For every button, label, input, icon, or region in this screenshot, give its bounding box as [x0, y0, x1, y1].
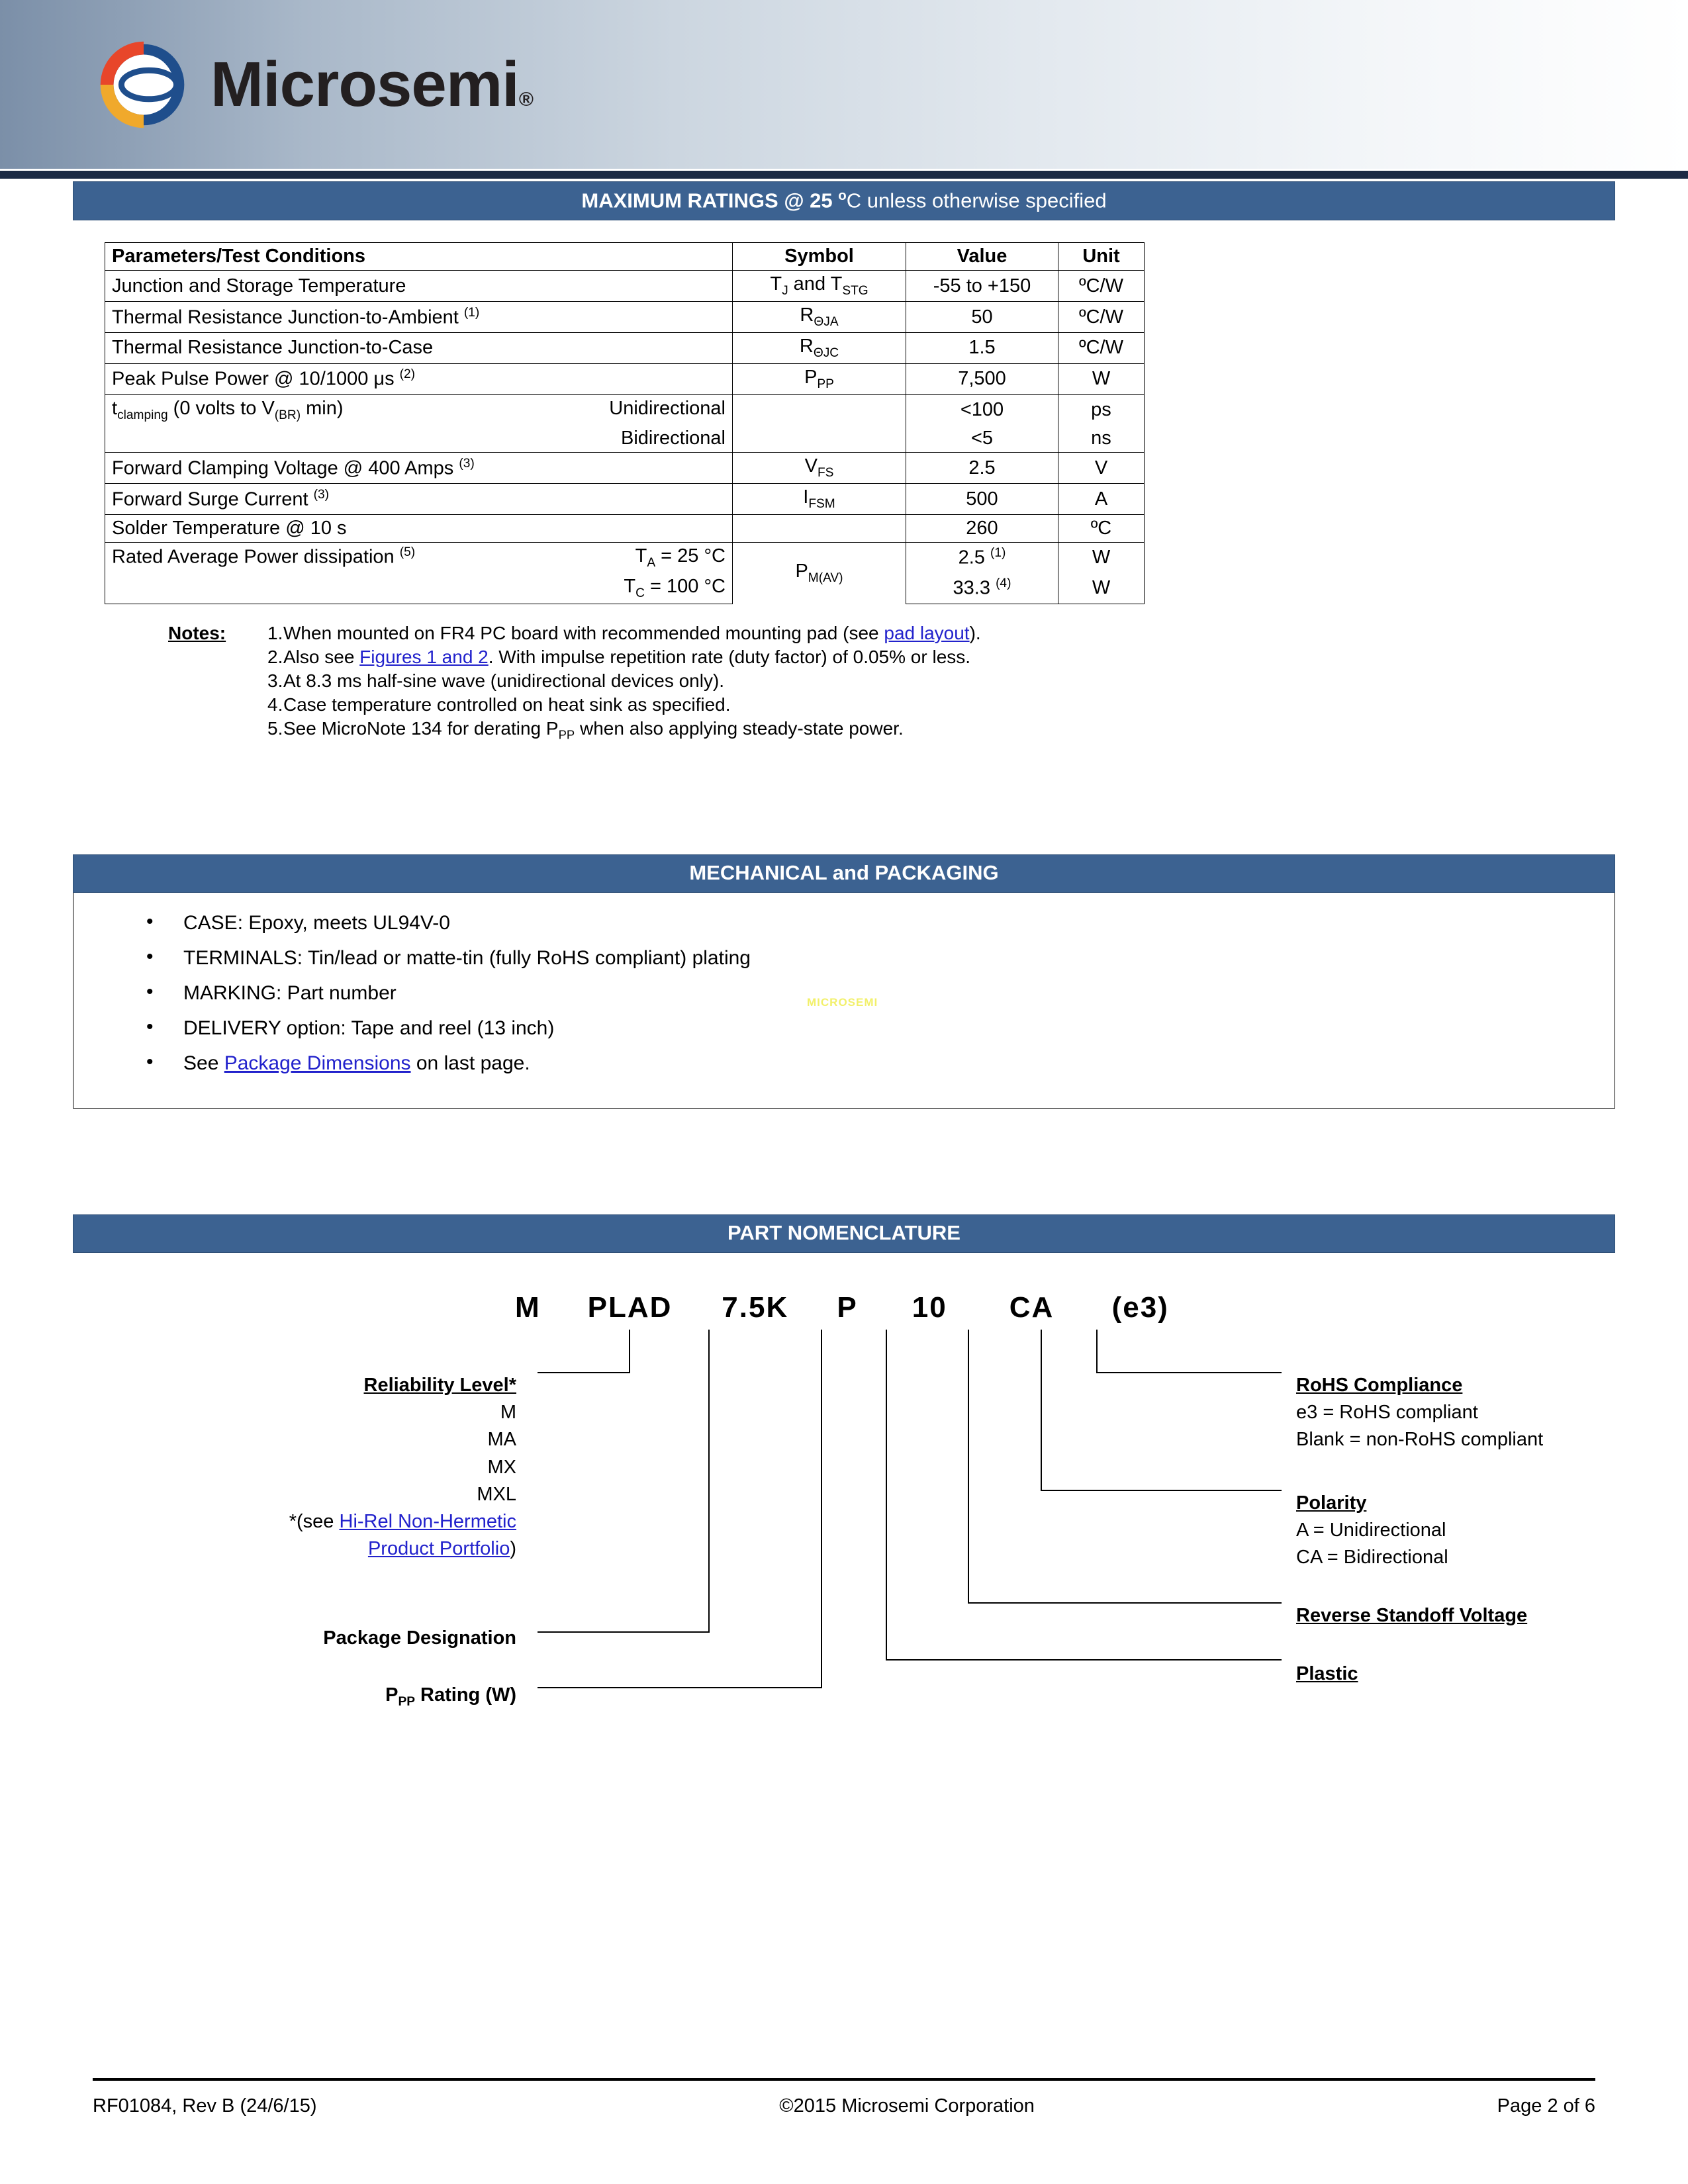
brand-name	[211, 49, 533, 120]
cell-symbol: $I_{FSM}$	[733, 484, 906, 515]
notes-table	[168, 621, 981, 744]
plastic-block	[1296, 1661, 1358, 1688]
cell-value: 1.5	[906, 332, 1058, 363]
polarity-line-1: A = Unidirectional	[1296, 1520, 1446, 1541]
cell-parameter-note: (1)	[463, 305, 480, 320]
cell-unit: W	[1058, 573, 1145, 604]
mechanical-section	[73, 854, 1615, 1109]
note-number: 2.	[267, 646, 283, 667]
cell-symbol: $R_{\Theta JC}$	[733, 332, 906, 363]
see-prefix-text: *(see	[289, 1510, 340, 1532]
cell-parameter	[105, 302, 733, 333]
leader-line-ppp-vert	[821, 1330, 822, 1687]
cell-value: <5	[906, 425, 1058, 453]
part-nomenclature-section	[73, 1214, 1615, 1728]
notes-label-spacer	[168, 717, 242, 744]
note-text: See MicroNote 134 for derating $P_{PP}$ when also applying steady-state power.	[283, 717, 904, 742]
cell-subcondition-b: $T_C = 100$ °C	[105, 573, 733, 604]
note-text-post: ).	[969, 622, 981, 643]
note-text: Case temperature controlled on heat sink as specified.	[283, 694, 731, 715]
footer-copyright: ©2015 Microsemi Corporation	[779, 2095, 1035, 2116]
header-dark-rule	[0, 171, 1688, 179]
notes-label-spacer	[168, 693, 242, 717]
brand-name-text: Microsemi	[211, 49, 519, 120]
ppp-rating-text: $P_{PP}$ Rating (W)	[385, 1684, 516, 1709]
note-item	[168, 669, 981, 693]
table-row	[105, 363, 1145, 394]
leader-line-reliability-vert	[629, 1330, 630, 1372]
note-number: 4.	[267, 694, 283, 715]
cell-unit: ºC/W	[1058, 271, 1145, 302]
cell-symbol: $R_{\Theta JA}$	[733, 302, 906, 333]
leader-line-reliability	[538, 1372, 630, 1373]
cell-parameter-text: Forward Surge Current	[112, 488, 308, 510]
col-header-symbol: Symbol	[733, 243, 906, 271]
table-row	[105, 453, 1145, 484]
cell-symbol: $T_J$ and $T_{STG}$	[733, 271, 906, 302]
maximum-ratings-title-main: MAXIMUM RATINGS @ 25	[581, 189, 839, 212]
page-footer	[0, 2078, 1688, 2117]
cell-subcondition-a: Unidirectional	[609, 397, 726, 419]
reliability-level-block	[172, 1372, 516, 1563]
note-number: 3.	[267, 670, 283, 691]
note-text-pre: When mounted on FR4 PC board with recommended mounting pad (see	[283, 622, 884, 643]
list-item	[146, 945, 1615, 980]
cell-parameter: $t_{clamping}$ (0 volts to $V_{(BR)}$ min) Unidirectional	[105, 394, 733, 425]
cell-value-note: (1)	[990, 546, 1006, 561]
table-row	[105, 573, 1145, 604]
footer-page-number: Page 2 of 6	[1497, 2095, 1595, 2116]
cell-value-text: 2.5	[958, 547, 985, 569]
rohs-compliance-block	[1296, 1372, 1543, 1454]
part-nomenclature-diagram	[73, 1291, 1615, 1728]
cell-value: 2.5	[906, 453, 1058, 484]
cell-unit: ºC/W	[1058, 332, 1145, 363]
cell-unit: ps	[1058, 394, 1145, 425]
leader-line-polarity-vert	[1041, 1330, 1042, 1490]
cell-symbol: $V_{FS}$	[733, 453, 906, 484]
cell-parameter: Thermal Resistance Junction-to-Case	[105, 332, 733, 363]
rohs-compliance-line-2: Blank = non-RoHS compliant	[1296, 1429, 1544, 1451]
cell-unit: ºC/W	[1058, 302, 1145, 333]
cell-value: -55 to +150	[906, 271, 1058, 302]
list-item	[146, 1050, 1615, 1085]
package-designation-text: Package Designation	[323, 1627, 516, 1649]
cell-parameter-note: (3)	[459, 456, 475, 471]
microsemi-logo	[86, 38, 533, 131]
hi-rel-see-line	[172, 1508, 516, 1535]
note-number: 1.	[267, 622, 283, 643]
plastic-heading: Plastic	[1296, 1663, 1358, 1685]
reliability-level-option: M	[500, 1402, 516, 1424]
token-plastic: P	[837, 1291, 858, 1324]
reverse-standoff-heading: Reverse Standoff Voltage	[1296, 1605, 1528, 1627]
table-row	[105, 542, 1145, 572]
footer-row	[93, 2081, 1595, 2117]
table-row	[105, 332, 1145, 363]
cell-unit: ns	[1058, 425, 1145, 453]
table-row	[105, 425, 1145, 453]
note-text: At 8.3 ms half-sine wave (unidirectional devices only).	[283, 670, 725, 691]
token-ppp: 7.5K	[722, 1291, 789, 1324]
leader-line-rohs	[1096, 1372, 1282, 1373]
table-row	[105, 394, 1145, 425]
cell-value: 50	[906, 302, 1058, 333]
cell-parameter-note: (2)	[399, 367, 416, 382]
leader-line-package-vert	[708, 1330, 710, 1631]
list-item-text-pre: See	[183, 1052, 224, 1075]
cell-symbol	[733, 394, 906, 453]
col-header-parameters: Parameters/Test Conditions	[105, 243, 733, 271]
cell-parameter: Peak Pulse Power @ 10/1000 μs $^{(2)}$	[105, 363, 733, 394]
reliability-level-heading: Reliability Level*	[363, 1375, 516, 1396]
maximum-ratings-section-header	[73, 181, 1615, 220]
page-header-band	[0, 0, 1688, 171]
page-body	[0, 181, 1688, 1728]
package-dimensions-link[interactable]: Package Dimensions	[224, 1052, 411, 1075]
package-designation-label	[172, 1627, 516, 1649]
cell-value: <100	[906, 394, 1058, 425]
cell-parameter-text: Rated Average Power dissipation	[112, 546, 395, 568]
list-item-text-post: on last page.	[410, 1052, 530, 1075]
cell-parameter: Junction and Storage Temperature	[105, 271, 733, 302]
note-item	[168, 645, 981, 669]
token-rohs: (e3)	[1111, 1291, 1169, 1324]
note-item	[168, 693, 981, 717]
leader-line-package	[538, 1631, 710, 1633]
cell-value: 260	[906, 514, 1058, 542]
cell-symbol	[733, 514, 906, 542]
leader-line-plastic-vert	[886, 1330, 887, 1659]
cell-unit: ºC	[1058, 514, 1145, 542]
table-row	[105, 271, 1145, 302]
note-item	[168, 621, 981, 645]
watermark-text: MICROSEMI	[807, 996, 878, 1009]
leader-line-standoff	[968, 1602, 1282, 1604]
token-package: PLAD	[587, 1291, 673, 1324]
note-text-pre: Also see	[283, 646, 360, 667]
hi-rel-portfolio-link[interactable]: Hi-Rel Non-Hermetic	[339, 1510, 516, 1532]
token-prefix: M	[514, 1291, 541, 1324]
note-number: 5.	[267, 717, 283, 739]
cell-parameter-note: (3)	[313, 487, 329, 502]
cell-parameter	[105, 484, 733, 515]
cell-unit: W	[1058, 363, 1145, 394]
polarity-line-2: CA = Bidirectional	[1296, 1547, 1448, 1569]
cell-symbol: $P_{PP}$	[733, 363, 906, 394]
leader-line-ppp	[538, 1687, 822, 1688]
mechanical-section-header: MECHANICAL and PACKAGING	[73, 854, 1615, 893]
rohs-compliance-line-1: e3 = RoHS compliant	[1296, 1402, 1478, 1424]
cell-parameter	[105, 542, 733, 572]
leader-line-standoff-vert	[968, 1330, 969, 1602]
part-nomenclature-section-header: PART NOMENCLATURE	[73, 1214, 1615, 1253]
hi-rel-see-line-2	[172, 1535, 516, 1563]
mechanical-box	[73, 893, 1615, 1109]
maximum-ratings-title-rest: C unless otherwise specified	[846, 189, 1107, 212]
table-row	[105, 484, 1145, 515]
footer-doc-id: RF01084, Rev B (24/6/15)	[93, 2095, 317, 2116]
figures-1-and-2-link[interactable]: Figures 1 and 2	[359, 646, 489, 667]
reverse-standoff-block	[1296, 1602, 1527, 1629]
list-item	[146, 1015, 1615, 1050]
notes-block	[168, 621, 1615, 744]
list-item-text: DELIVERY option: Tape and reel (13 inch)	[183, 1017, 555, 1040]
reliability-level-option: MXL	[477, 1483, 516, 1505]
cell-subcondition-a: $T_A = 25$ °C	[635, 545, 726, 570]
cell-value: 500	[906, 484, 1058, 515]
reliability-level-option: MA	[487, 1429, 516, 1451]
notes-label-spacer	[168, 645, 242, 669]
token-polarity: CA	[1009, 1291, 1055, 1324]
note-item	[168, 717, 981, 744]
note-text-post: . With impulse repetition rate (duty factor) of 0.05% or less.	[488, 646, 971, 667]
cell-parameter-text: Thermal Resistance Junction-to-Ambient	[112, 306, 459, 328]
polarity-heading: Polarity	[1296, 1492, 1367, 1514]
cell-unit: W	[1058, 542, 1145, 572]
polarity-block	[1296, 1490, 1448, 1572]
see-suffix-text: )	[510, 1538, 516, 1560]
rohs-compliance-heading: RoHS Compliance	[1296, 1375, 1463, 1396]
cell-subcondition-b: Bidirectional	[105, 425, 733, 453]
cell-symbol: $P_{M(AV)}$	[733, 542, 906, 604]
note-text	[283, 621, 981, 645]
leader-line-rohs-vert	[1096, 1330, 1098, 1372]
notes-label-spacer	[168, 669, 242, 693]
col-header-unit: Unit	[1058, 243, 1145, 271]
note-text	[283, 645, 981, 669]
ppp-rating-label	[172, 1684, 516, 1709]
cell-parameter	[105, 453, 733, 484]
cell-unit: A	[1058, 484, 1145, 515]
notes-label: Notes:	[168, 622, 226, 643]
cell-value-note: (4)	[996, 576, 1011, 591]
content-column	[73, 181, 1615, 1728]
cell-value: 7,500	[906, 363, 1058, 394]
table-row	[105, 302, 1145, 333]
brand-registered-mark: ®	[518, 89, 533, 111]
list-item	[146, 980, 1615, 1015]
cell-value-text: 33.3	[953, 577, 990, 599]
part-number-tokens	[73, 1291, 1615, 1324]
list-item-text: TERMINALS: Tin/lead or matte-tin (fully RoHS compliant) plating	[183, 947, 751, 970]
maximum-ratings-title-sup: o	[838, 188, 847, 203]
maximum-ratings-table	[105, 242, 1145, 604]
leader-line-plastic	[886, 1659, 1282, 1661]
cell-unit: V	[1058, 453, 1145, 484]
pad-layout-link[interactable]: pad layout	[884, 622, 970, 643]
table-row	[105, 514, 1145, 542]
col-header-value: Value	[906, 243, 1058, 271]
hi-rel-portfolio-link-2[interactable]: Product Portfolio	[367, 1538, 510, 1560]
cell-value	[906, 573, 1058, 604]
token-standoff: 10	[912, 1291, 947, 1324]
list-item-text: MARKING: Part number	[183, 982, 397, 1005]
leader-line-polarity	[1041, 1490, 1282, 1491]
cell-parameter-note: (5)	[399, 545, 416, 559]
cell-value	[906, 542, 1058, 572]
reliability-level-option: MX	[487, 1456, 516, 1478]
cell-parameter-text: Forward Clamping Voltage @ 400 Amps	[112, 457, 454, 479]
microsemi-logo-icon	[86, 38, 204, 131]
list-item	[146, 910, 1615, 945]
list-item-text: CASE: Epoxy, meets UL94V-0	[183, 912, 450, 934]
cell-parameter: Solder Temperature @ 10 s	[105, 514, 733, 542]
table-header-row	[105, 243, 1145, 271]
